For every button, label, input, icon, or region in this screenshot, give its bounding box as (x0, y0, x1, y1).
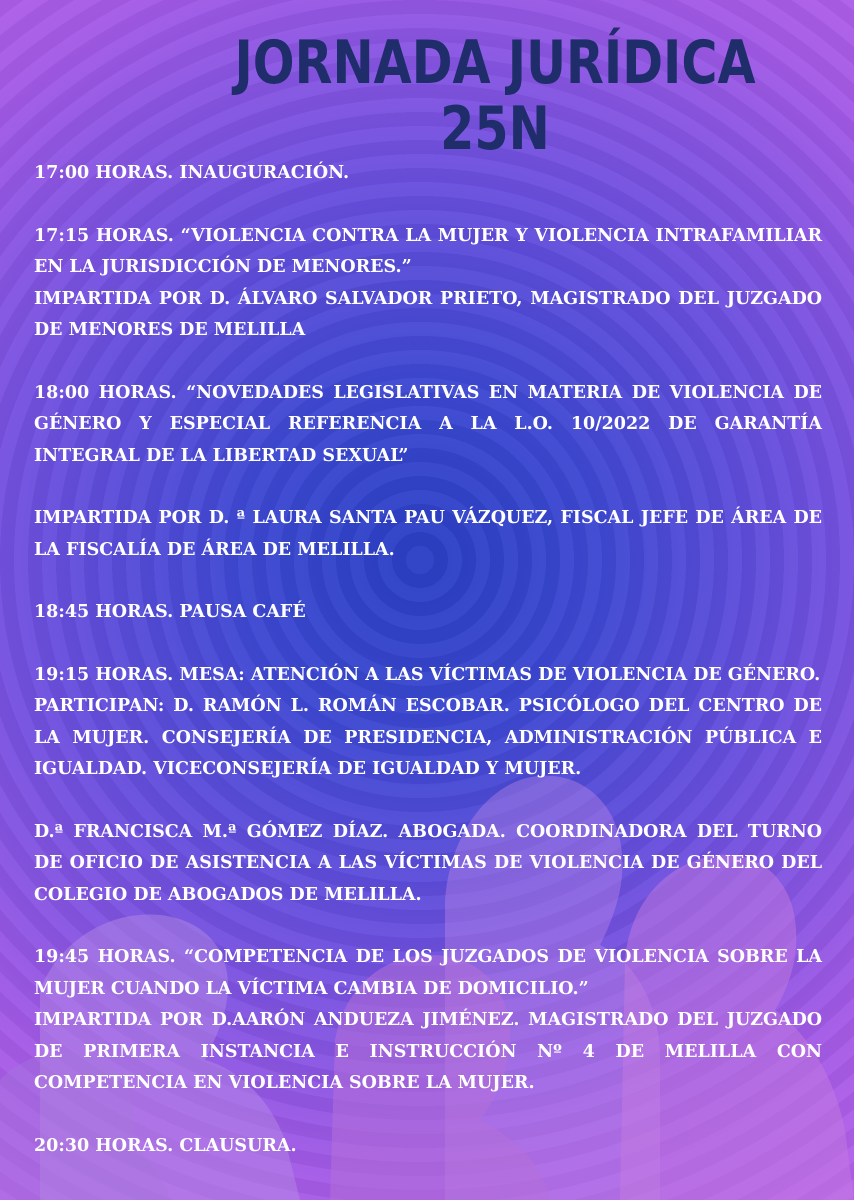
program-item-talk-1945: 19:45 HORAS. “COMPETENCIA DE LOS JUZGADOS DE VIOLENCIA SOBRE LA MUJER CUANDO LA VÍCTIMA CAMBIA DE DOMICILIO.” (34, 947, 822, 999)
program-item-talk-1800: 18:00 HORAS. “NOVEDADES LEGISLATIVAS EN MATERIA DE VIOLENCIA DE GÉNERO Y ESPECIAL REFERENCIA A LA L.O. 10/2022 DE GARANTÍA INTEGRAL DE LA LIBERTAD SEXUAL” (34, 382, 822, 466)
program-speaker-1800: IMPARTIDA POR D. ª LAURA SANTA PAU VÁZQUEZ, FISCAL JEFE DE ÁREA DE LA FISCALÍA DE ÁREA DE MELILLA. (34, 508, 822, 560)
program-speaker-1945: IMPARTIDA POR D.AARÓN ANDUEZA JIMÉNEZ. MAGISTRADO DEL JUZGADO DE PRIMERA INSTANCIA E INSTRUCCIÓN Nº 4 DE MELILLA CON COMPETENCIA EN VIOLENCIA SOBRE LA MUJER. (34, 1010, 822, 1093)
program-speaker-1715: IMPARTIDA POR D. ÁLVARO SALVADOR PRIETO, MAGISTRADO DEL JUZGADO DE MENORES DE MELILLA (34, 288, 822, 340)
program-participants-1915: PARTICIPAN: D. RAMÓN L. ROMÁN ESCOBAR. PSICÓLOGO DEL CENTRO DE LA MUJER. CONSEJERÍA DE PRESIDENCIA, ADMINISTRACIÓN PÚBLICA E IGUALDAD. VICECONSEJERÍA DE IGUALDAD Y MUJER. (34, 696, 822, 779)
program-content (34, 158, 822, 1162)
program-item-inauguracion: 17:00 HORAS. INAUGURACIÓN. (34, 163, 350, 183)
poster-title: JORNADA JURÍDICA 25N (234, 28, 756, 164)
program-item-mesa-1915: 19:15 HORAS. MESA: ATENCIÓN A LAS VÍCTIMAS DE VIOLENCIA DE GÉNERO. (34, 664, 821, 685)
program-item-talk-1715: 17:15 HORAS. “VIOLENCIA CONTRA LA MUJER Y VIOLENCIA INTRAFAMILIAR EN LA JURISDICCIÓN DE MENORES.” (34, 225, 822, 277)
program-participant-gomez: D.ª FRANCISCA M.ª GÓMEZ DÍAZ. ABOGADA. COORDINADORA DEL TURNO DE OFICIO DE ASISTENCIA A LAS VÍCTIMAS DE VIOLENCIA DE GÉNERO DEL COLEGIO DE ABOGADOS DE MELILLA. (34, 821, 822, 905)
program-item-clausura: 20:30 HORAS. CLAUSURA. (34, 1135, 297, 1156)
program-item-pausa-cafe: 18:45 HORAS. PAUSA CAFÉ (34, 602, 306, 622)
